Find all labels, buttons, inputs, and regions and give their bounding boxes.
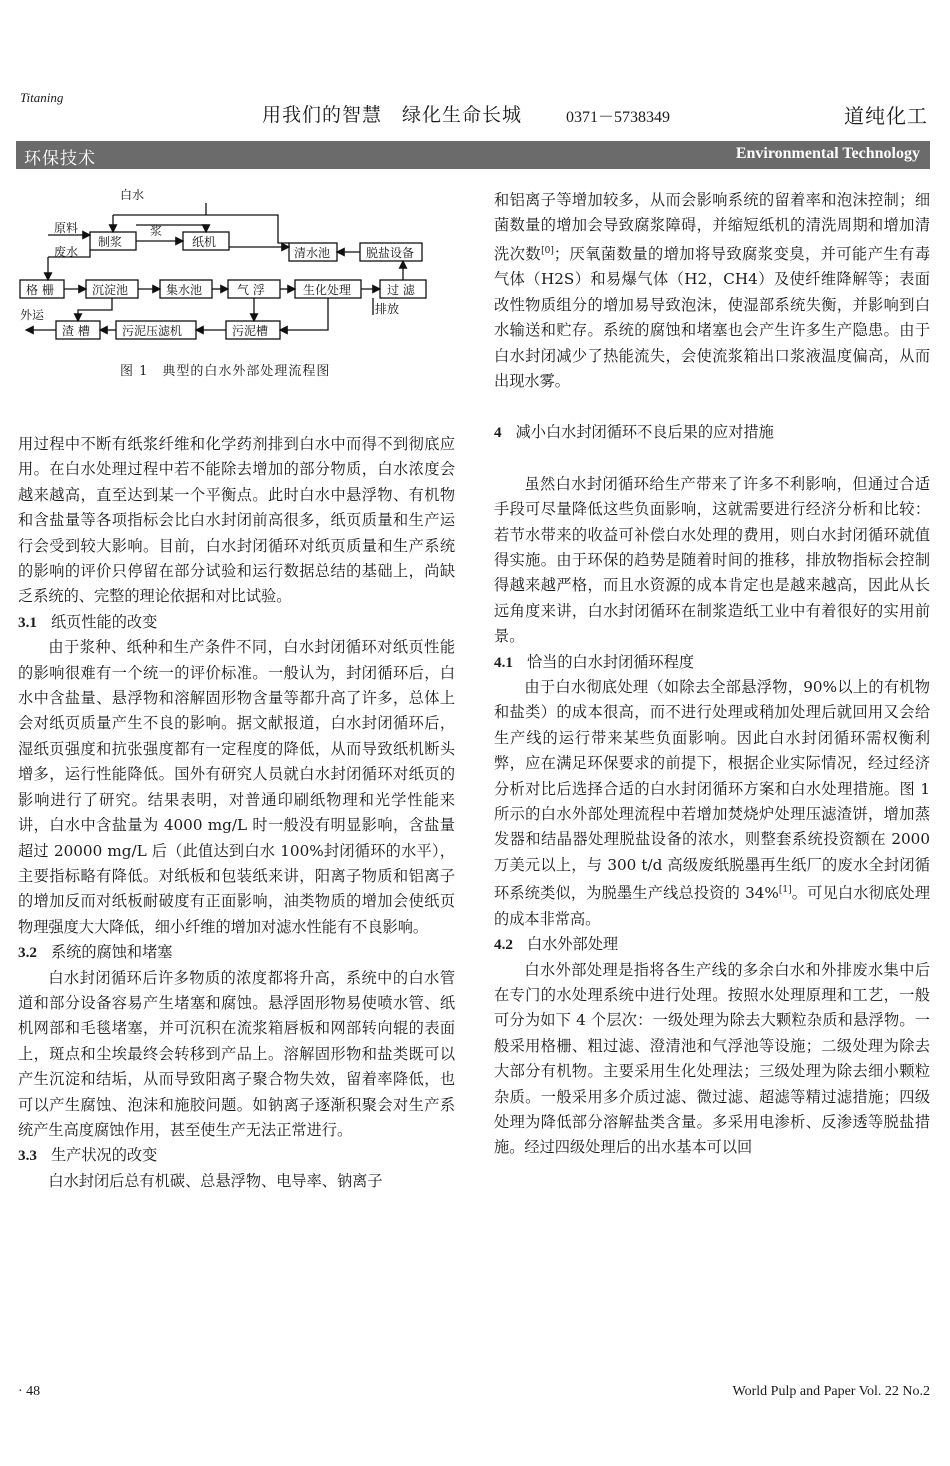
label-jiang: 浆 <box>150 224 163 238</box>
section-title-cn: 环保技术 <box>24 149 96 169</box>
section-heading-4-1: 4.1 恰当的白水封闭循环程度 <box>494 652 695 671</box>
label-zhiji: 纸机 <box>192 235 217 249</box>
label-wunicao: 污泥槽 <box>232 324 269 338</box>
journal-info: World Pulp and Paper Vol. 22 No.2 <box>732 1384 930 1399</box>
paragraph: 和铝离子等增加较多，从而会影响系统的留着率和泡沫控制；细菌数量的增加会导致腐浆障碍，并缩短纸机的清洗周期和增加清洗次数[0]；厌氧菌数量的增加将导致腐浆变臭，并可能产生有毒气体（H2S）和易爆气体（H2，CH4）及使纤维降解等；表面改性物质组分的增加易导致泡沫，使湿部系统失衡，并影响到白水输送和贮存。系统的腐蚀和堵塞也会产生许多生产隐患。由于白水封闭减少了热能流失，会使流浆箱出口浆液温度偏高，从而出现水雾。 <box>494 191 931 390</box>
label-zhacao: 渣 槽 <box>62 324 90 338</box>
section-heading-3-2: 3.2 系统的腐蚀和堵塞 <box>18 943 173 962</box>
label-paifang: 排放 <box>375 302 400 316</box>
paragraph: 由于白水彻底处理（如除去全部悬浮物，90%以上的有机物和盐类）的成本很高，而不进行处理或稍加处理后就回用又会给生产线的运行带来某些负面影响。因此白水封闭循环需权衡利弊，应在满足环保要求的前提下，根据企业实际情况，经过经济分析对比后选择合适的白水封闭循环方案和白水处理措施。图 1 所示的白水外部处理流程中若增加焚烧炉处理压滤渣饼，增加蒸发器和结晶器处理脱盐设备的浓水，则整套系统投资额在 2000 万美元以上，与 300 t/d 高级废纸脱墨再生纸厂的废水全封闭循环系统类似，为脱墨生产线总投资的 34%[1]。可见白水彻底处理的成本非常高。 <box>494 677 931 928</box>
section-title-en: Environmental Technology <box>735 145 920 162</box>
paragraph: 白水封闭后总有机碳、总悬浮物、电导率、钠离子 <box>48 1171 383 1190</box>
paragraph: 用过程中不断有纸浆纤维和化学药剂排到白水中而得不到彻底应用。在白水处理过程中若不能除去增加的部分物质，白水浓度会越来越高，直至达到某一个平衡点。此时白水中悬浮物、有机物和含盐量等各项指标会比白水封闭前高很多，纸页质量和生产运行会受到较大影响。目前，白水封闭循环对纸页质量和生产系统的影响的评价只停留在部分试验和运行数据总结的基础上，尚缺乏系统的、完整的理论依据和对比试验。 <box>18 435 455 606</box>
paragraph: 白水外部处理是指将各生产线的多余白水和外排废水集中后在专门的水处理系统中进行处理。按照水处理原理和工艺，一般可分为如下 4 个层次：一级处理为除去大颗粒杂质和悬浮物。一般采用格栅、粗过滤、澄清池和气浮池等设施；二级处理为除去大部分有机物。主要采用生化处理法；三级处理为除去细小颗粒杂质。一般采用多介质过滤、微过滤、超滤等精过滤措施；四级处理为降低部分溶解盐类含量。多采用电渗析、反渗透等脱盐措施。经过四级处理后的出水基本可以回 <box>494 960 930 1157</box>
label-waiyun: 外运 <box>20 308 45 322</box>
label-yuanliao: 原料 <box>54 221 79 235</box>
section-bar <box>16 141 930 169</box>
label-baishui: 白水 <box>120 188 145 202</box>
header-slogan: 用我们的智慧 绿化生命长城 <box>262 104 523 126</box>
section-heading-3-1: 3.1 纸页性能的改变 <box>18 612 158 631</box>
citation: [0] <box>541 245 554 256</box>
label-fei: 废水 <box>54 245 79 259</box>
label-zhijiang: 制浆 <box>98 235 123 249</box>
label-guolv: 过 滤 <box>387 283 415 297</box>
label-gezha: 格 栅 <box>26 283 54 297</box>
label-jishui: 集水池 <box>166 283 203 297</box>
label-tuoyan: 脱盐设备 <box>366 246 415 260</box>
label-qingshui: 清水池 <box>294 246 331 260</box>
section-heading-4-2: 4.2 白水外部处理 <box>494 935 619 954</box>
section-heading-4: 4 减小白水封闭循环不良后果的应对措施 <box>494 423 774 442</box>
label-chendian: 沉淀池 <box>92 283 129 297</box>
citation: [1] <box>778 885 792 896</box>
paragraph: 虽然白水封闭循环给生产带来了许多不利影响，但通过合适手段可尽量降低这些负面影响，这就需要进行经济分析和比较：若节水带来的收益可补偿白水处理的费用，则白水封闭循环就值得实施。由于环保的趋势是随着时间的推移，排放物指标会控制得越来越严格，而且水资源的成本肯定也是越来越高，因此从长远角度来讲，白水封闭循环在制浆造纸工业中有着很好的实用前景。 <box>494 474 930 646</box>
section-heading-3-3: 3.3 生产状况的改变 <box>18 1146 158 1165</box>
right-column <box>494 188 930 1161</box>
label-shenghua: 生化处理 <box>303 283 352 297</box>
label-wunilv: 污泥压滤机 <box>122 324 183 338</box>
figure-caption: 图 1 典型的白水外部处理流程图 <box>120 364 331 379</box>
page-number: · 48 <box>18 1384 41 1399</box>
paragraph: 由于浆种、纸种和生产条件不同，白水封闭循环对纸页性能的影响很难有一个统一的评价标准。一般认为，封闭循环后，白水中含盐量、悬浮物和溶解固形物含量等都升高了许多，总体上会对纸页质量产生不良的影响。据文献报道，白水封闭循环后，湿纸页强度和抗张强度都有一定程度的降低，从而导致纸机断头增多，运行性能降低。国外有研究人员就白水封闭循环对纸页的影响进行了研究。结果表明，对普通印刷纸物理和光学性能来讲，白水中含盐量为 4000 mg/L 时一般没有明显影响，含盐量超过 20000 mg/L 后（此值达到白水 100%封闭循环的水平），主要指标略有降低。对纸板和包装纸来讲，阳离子物质和铝离子的增加反而对纸板耐破度有正面影响，油类物质的增加会使纸页物理强度大大降低，细小纤维的增加对滤水性能有不良影响。 <box>18 638 455 936</box>
label-qifu: 气 浮 <box>237 283 265 297</box>
left-column <box>18 432 455 1194</box>
paragraph: 白水封闭循环后许多物质的浓度都将升高，系统中的白水管道和部分设备容易产生堵塞和腐蚀。悬浮固形物易使喷水管、纸机网部和毛毯堵塞，并可沉积在流浆箱唇板和网部转向辊的表面上，斑点和尘埃最终会转移到产品上。溶解固形物和盐类既可以产生沉淀和结垢，从而导致阳离子聚合物失效，留着率降低，也可以产生腐蚀、泡沫和施胶问题。如钠离子逐渐积聚会对生产系统产生高度腐蚀作用，甚至使生产无法正常进行。 <box>18 968 455 1139</box>
header-phone: 0371－5738349 <box>566 109 671 126</box>
flow-diagram <box>18 185 458 350</box>
header-company: 道纯化工 <box>844 104 928 128</box>
journal-logo: Titaning <box>20 90 64 105</box>
